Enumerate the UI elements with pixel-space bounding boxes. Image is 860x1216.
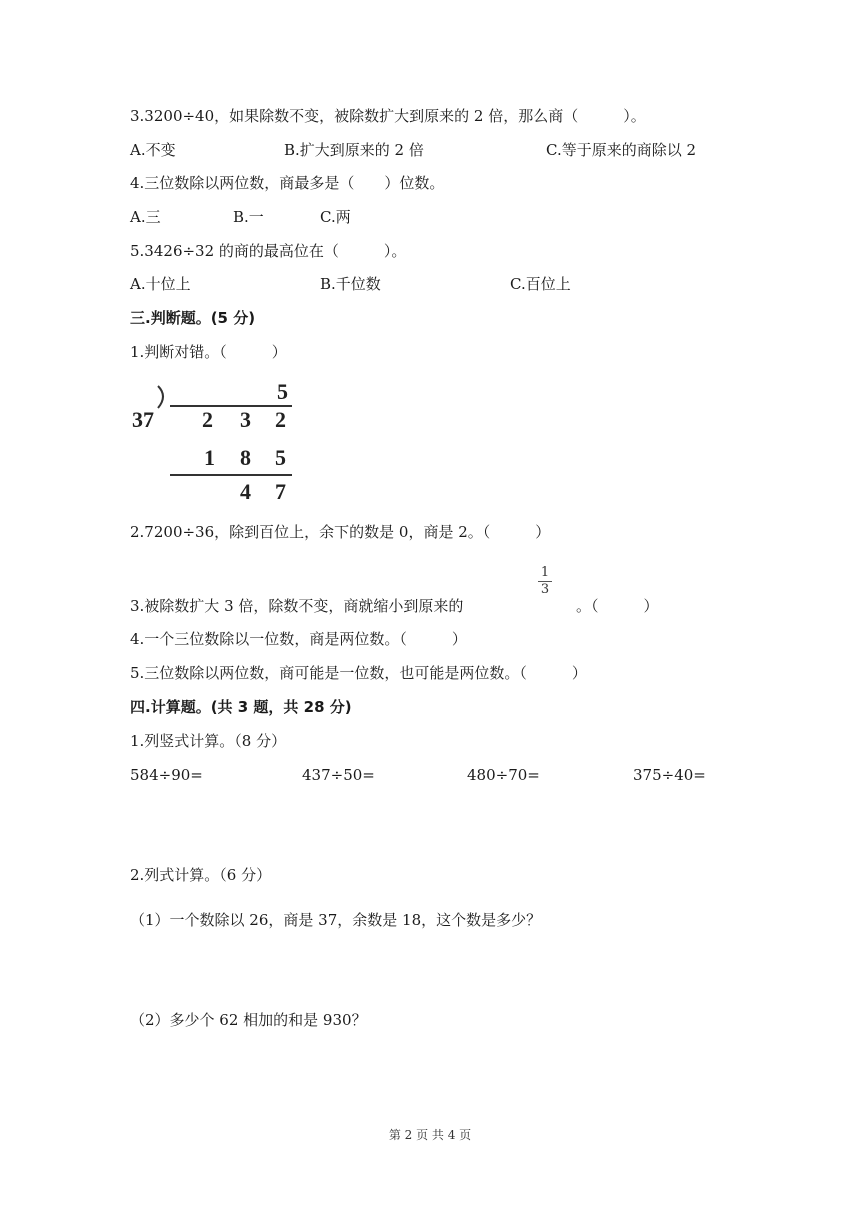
ld-remainder-digit: 4 xyxy=(240,479,251,504)
judge-question-3-pre: 3.被除数扩大 3 倍，除数不变，商就缩小到原来的 xyxy=(130,597,464,615)
ld-dividend-digit: 3 xyxy=(240,407,251,432)
fraction-one-third xyxy=(538,566,552,597)
calc-expression-3: 480÷70= xyxy=(467,766,540,784)
question-3-text: 3.3200÷40，如果除数不变，被除数扩大到原来的 2 倍，那么商（ ）。 xyxy=(130,107,646,125)
judge-question-1: 1.判断对错。（ ） xyxy=(130,343,287,361)
calc-expression-1: 584÷90= xyxy=(130,766,203,784)
judge-question-3-post: 。（ ） xyxy=(576,597,659,615)
q4-option-b: B.一 xyxy=(233,208,264,226)
q5-option-b: B.千位数 xyxy=(320,275,381,293)
ld-product-digit: 1 xyxy=(204,445,215,470)
q3-option-c: C.等于原来的商除以 2 xyxy=(546,141,697,159)
q4-option-c: C.两 xyxy=(320,208,351,226)
judge-question-2: 2.7200÷36，除到百位上，余下的数是 0，商是 2。（ ） xyxy=(130,523,551,541)
q3-option-a: A.不变 xyxy=(130,141,176,159)
calc-question-2: 2.列式计算。（6 分） xyxy=(130,866,272,884)
ld-dividend-digit: 2 xyxy=(202,407,213,432)
section-4-title: 四.计算题。(共 3 题，共 28 分) xyxy=(130,698,352,716)
long-division-figure xyxy=(130,378,300,506)
ld-bracket xyxy=(130,378,170,418)
ld-product-digit: 8 xyxy=(240,445,251,470)
calc-question-1: 1.列竖式计算。（8 分） xyxy=(130,732,287,750)
calc-expression-4: 375÷40= xyxy=(633,766,706,784)
judge-question-4: 4.一个三位数除以一位数，商是两位数。（ ） xyxy=(130,630,467,648)
ld-quotient: 5 xyxy=(277,379,288,404)
q5-option-a: A.十位上 xyxy=(130,275,191,293)
ld-divisor: 37 xyxy=(132,407,154,432)
ld-product-digit: 5 xyxy=(275,445,286,470)
section-3-title: 三.判断题。(5 分) xyxy=(130,309,256,327)
q5-option-c: C.百位上 xyxy=(510,275,571,293)
question-5-text: 5.3426÷32 的商的最高位在（ ）。 xyxy=(130,242,407,260)
judge-question-5: 5.三位数除以两位数，商可能是一位数，也可能是两位数。（ ） xyxy=(130,664,587,682)
q4-option-a: A.三 xyxy=(130,208,161,226)
calc-question-2-2: （2）多少个 62 相加的和是 930？ xyxy=(130,1011,367,1029)
page-footer: 第 2 页 共 4 页 xyxy=(388,1128,472,1142)
fraction-numerator: 1 xyxy=(540,565,550,580)
ld-top-line xyxy=(170,405,292,407)
ld-dividend-digit: 2 xyxy=(275,407,286,432)
calc-expression-2: 437÷50= xyxy=(302,766,375,784)
q3-option-b: B.扩大到原来的 2 倍 xyxy=(284,141,424,159)
calc-question-2-1: （1）一个数除以 26，商是 37，余数是 18，这个数是多少？ xyxy=(130,911,542,929)
ld-bottom-line xyxy=(170,474,292,476)
ld-remainder-digit: 7 xyxy=(275,479,286,504)
question-4-text: 4.三位数除以两位数，商最多是（ ）位数。 xyxy=(130,174,445,192)
fraction-denominator: 3 xyxy=(540,582,550,597)
